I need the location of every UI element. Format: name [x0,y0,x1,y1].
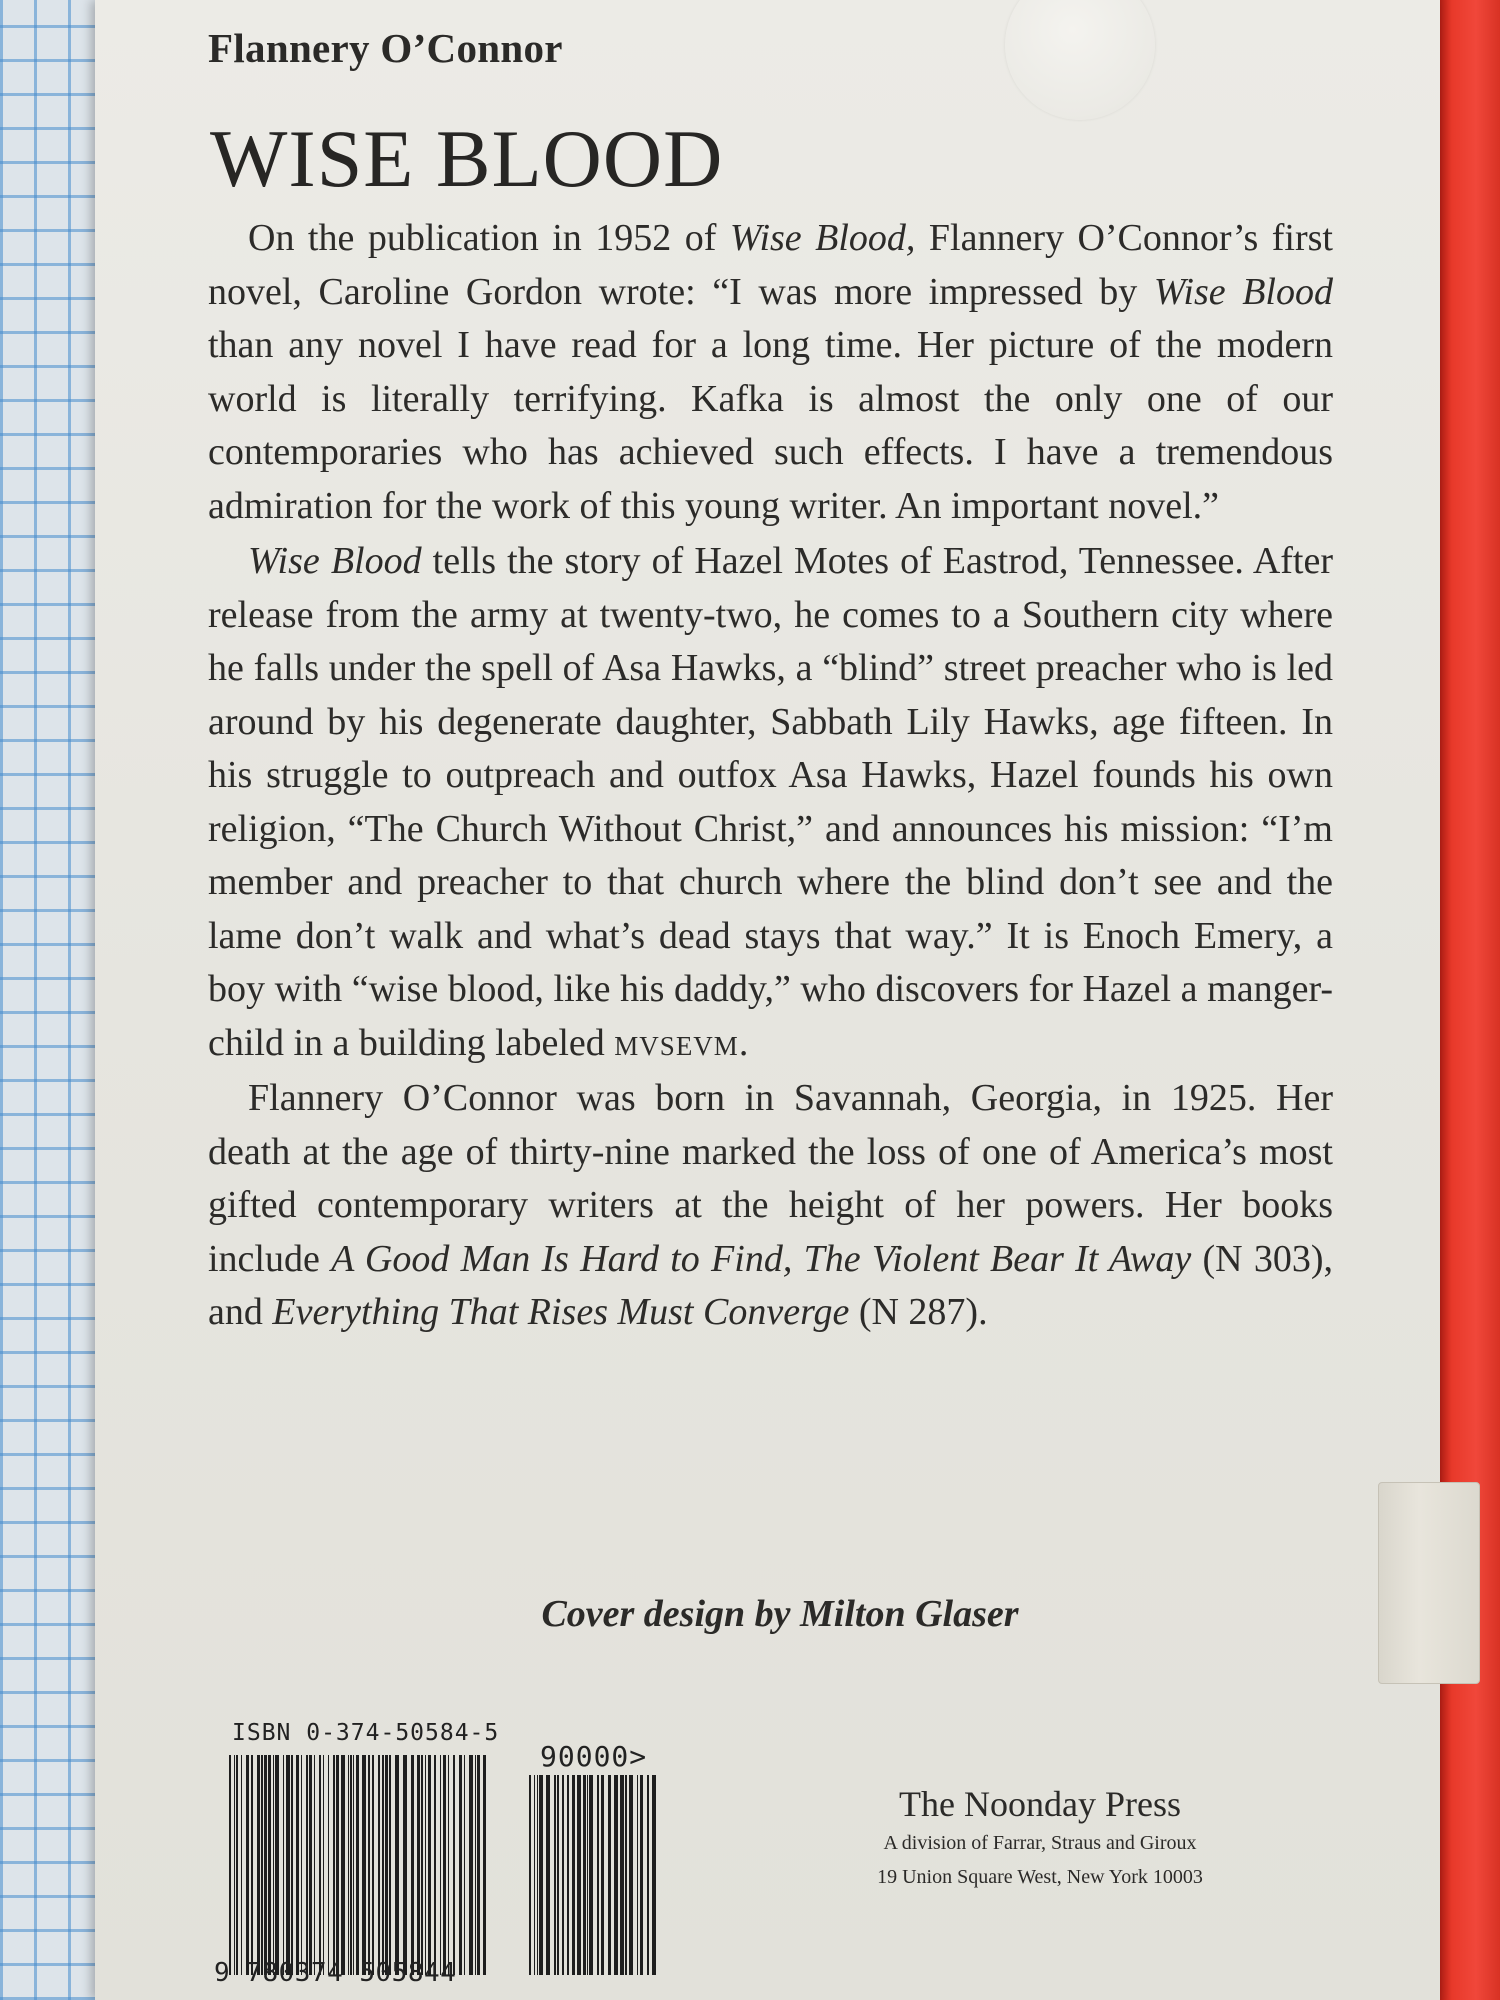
barcode-bar [333,1755,335,1975]
barcode-bar [350,1755,352,1975]
barcode-bar [301,1755,302,1975]
blurb-paragraph-1: On the publication in 1952 of Wise Blood, Flannery O’Connor’s first novel, Caroline Gordon wrote: “I was more impressed by Wise Blood than any novel I have read for a long time. Her picture of the modern world is literally terrifying. Kafka is almost the only one of our contemporaries who has achieved such effects. I have a tremendous admiration for the work of this young writer. An important novel.” [208,217,1333,527]
barcode-bar [246,1755,249,1975]
barcode-bar [483,1755,486,1975]
book-title: WISE BLOOD [210,113,724,204]
barcode-bar [583,1775,586,1975]
barcode-bar [296,1755,299,1975]
barcode-bar [601,1775,604,1975]
blurb-paragraph-2: Wise Blood tells the story of Hazel Motes of Eastrod, Tennessee. After release from the army at twenty-two, he comes to a Southern city where he falls under the spell of Asa Hawks, a “blind” street preacher who is led around by his degenerate daughter, Sabbath Lily Hawks, age fifteen. In his struggle to outpreach and outfox Asa Hawks, Hazel founds his own religion, “The Church Without Christ,” and announces his mission: “I’m member and preacher to that church where the blind don’t see and the lame don’t walk and what’s dead stays that way.” It is Enoch Emery, a boy with “wise blood, like his daddy,” who discovers for Hazel a manger-child in a building labeled mvsevm. [208,540,1333,1064]
barcode-bar [572,1775,575,1975]
barcode-bar [291,1755,293,1975]
barcode-bar [637,1775,638,1975]
barcode-bar [275,1755,279,1975]
isbn-label: ISBN 0-374-50584-5 [232,1720,500,1746]
barcode-bar [589,1775,593,1975]
barcode-bar [264,1755,267,1975]
barcode-bar [625,1775,627,1975]
barcode-bar [425,1755,426,1975]
tape-strip [1378,1482,1480,1684]
barcode-bar [257,1755,260,1975]
barcode-bar [440,1755,441,1975]
author-name: Flannery O’Connor [208,25,563,71]
blurb-text [208,212,1333,1340]
barcode-bar [477,1755,480,1975]
barcode-bar [378,1755,380,1975]
barcode-bar [434,1755,436,1975]
barcode-bar [268,1755,271,1975]
barcode-bar [546,1775,550,1975]
price-code: 90000> [540,1740,648,1773]
cover-credit: Cover design by Milton Glaser [541,1593,1019,1635]
barcode-bar [353,1755,354,1975]
barcode-bar [597,1775,599,1975]
barcode-bar [537,1775,538,1975]
barcode-bar [640,1775,643,1975]
barcode-bar [443,1755,446,1975]
barcode-bar [652,1775,656,1975]
barcode-bar [464,1755,465,1975]
barcode-bar [323,1755,324,1975]
price-barcode [529,1775,659,1975]
barcode-bar [614,1775,618,1975]
barcode-bar [251,1755,253,1975]
barcode-bar [368,1755,370,1975]
publisher-block [840,1782,1240,1894]
barcode-bar [286,1755,290,1975]
barcode-bar [395,1755,399,1975]
barcode-bar [554,1775,556,1975]
isbn-barcode [229,1755,489,1975]
barcode-bar [567,1775,569,1975]
barcode-bar [562,1775,564,1975]
barcode-bar [314,1755,315,1975]
barcode-bar [356,1755,359,1975]
barcode-bar [306,1755,308,1975]
barcode-bar [261,1755,263,1975]
barcode-bar [241,1755,242,1975]
barcode-bar [417,1755,420,1975]
barcode-bar [608,1775,611,1975]
barcode-bar [539,1775,543,1975]
barcode-bar [403,1755,407,1975]
barcode-bar [421,1755,423,1975]
barcode-bar [229,1755,231,1975]
barcode-bar [620,1775,624,1975]
barcode-bar [372,1755,374,1975]
barcode-bar [459,1755,462,1975]
publisher-division: A division of Farrar, Straus and Giroux [883,1832,1197,1854]
blurb-paragraph-3: Flannery O’Connor was born in Savannah, Georgia, in 1925. Her death at the age of thirty-nine marked the loss of one of America’s most gifted contemporary writers at the height of her powers. Her books include A Good Man Is Hard to Find, The Violent Bear It Away (N 303), and Everything That Rises Must Converge (N 287). [208,1077,1333,1333]
red-spine [1440,0,1500,2000]
barcode-bar [389,1755,391,1975]
barcode-bar [475,1755,476,1975]
barcode-bar [529,1775,531,1975]
barcode-bar [236,1755,238,1975]
barcode-bar [577,1775,581,1975]
barcode-bar [647,1775,649,1975]
barcode-bar [385,1755,388,1975]
barcode-bar [411,1755,414,1975]
barcode-bar [336,1755,339,1975]
publisher-address: 19 Union Square West, New York 10003 [877,1866,1203,1888]
barcode-bar [362,1755,366,1975]
barcode-bar [283,1755,284,1975]
barcode-bar [234,1755,235,1975]
barcode-bar [629,1775,633,1975]
barcode-bar [382,1755,384,1975]
barcode-bar [453,1755,455,1975]
barcode-bar [557,1775,559,1975]
barcode-bar [309,1755,312,1975]
barcode-bar [534,1775,535,1975]
barcode-bar [469,1755,473,1975]
barcode-bar [587,1775,588,1975]
barcode-bar [341,1755,345,1975]
barcode-bar [328,1755,329,1975]
publisher-name: The Noonday Press [899,1784,1181,1824]
barcode-bar [448,1755,449,1975]
barcode-digits: 9 780374 505844 [214,1958,457,1988]
barcode-bar [348,1755,349,1975]
barcode-bar [273,1755,274,1975]
barcode-bar [428,1755,431,1975]
barcode-bar [319,1755,321,1975]
